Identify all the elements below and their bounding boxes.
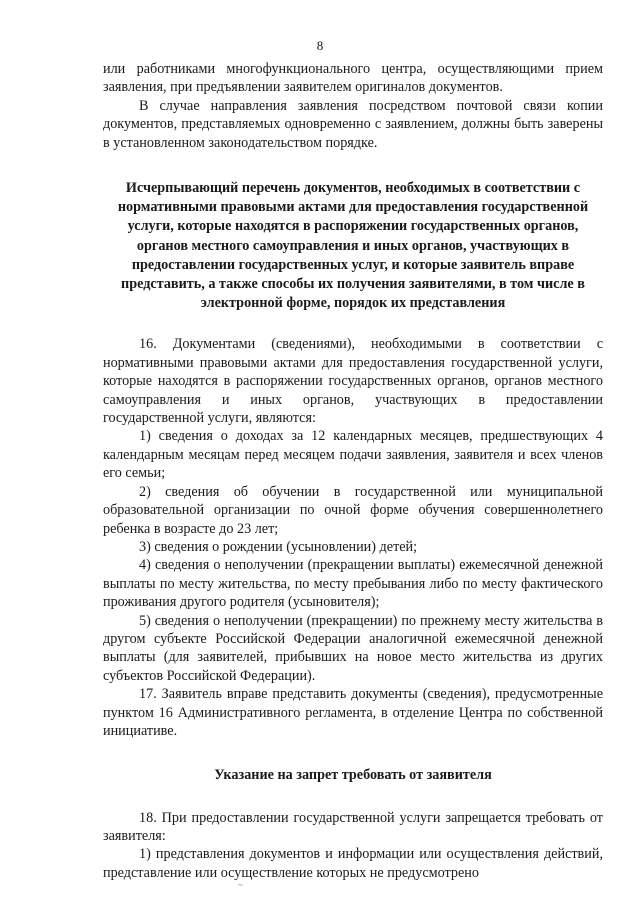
page-number: 8	[316, 38, 324, 53]
paragraph-continuation: или работниками многофункционального центра, осуществляющими прием заявления, при предъявлении заявителем оригиналов документов.	[103, 61, 603, 96]
list-item: 1) представления документов и информации или осуществления действий, представление или осуществление которых не предусмотрено	[103, 846, 603, 881]
list-item: 5) сведения о неполучении (прекращении) по прежнему месту жительства в другом субъекте Российской Федерации аналогичной ежемесячной денежной выплаты (для заявителей, прибывших на новое место жительства из других субъектов Российской Федерации).	[103, 612, 603, 684]
paragraph-postal: В случае направления заявления посредством почтовой связи копии документов, представляемых одновременно с заявлением, должны быть заверены в установленном законодательством порядке.	[103, 97, 603, 151]
list-item: 2) сведения об обучении в государственной или муниципальной образовательной организации по очной форме обучения совершеннолетнего ребенка в возрасте до 23 лет;	[103, 483, 603, 537]
scan-mark: ~	[238, 880, 243, 890]
heading-text: Исчерпывающий перечень документов, необходимых в соответствии с нормативными правовыми актами для предоставления государственной услуги, которые находятся в распоряжении государственных органов, органов местного самоуправления и иных органов, участвующих в предоставлении государственных услуг, и которые заявитель вправе представить, а также способы их получения заявителями, в том числе в электронной форме, порядок их представления	[117, 180, 589, 312]
list-item: 3) сведения о рождении (усыновлении) детей;	[139, 538, 418, 555]
document-body	[103, 60, 603, 882]
list-item: 1) сведения о доходах за 12 календарных месяцев, предшествующих 4 календарным месяцам перед месяцем подачи заявления, заявителя и всех членов его семьи;	[103, 428, 603, 482]
section-heading-prohibition	[103, 766, 603, 785]
paragraph-17: 17. Заявитель вправе представить документы (сведения), предусмотренные пунктом 16 Административного регламента, в отделение Центра по собственной инициативе.	[103, 686, 603, 739]
paragraph-16-intro: 16. Документами (сведениями), необходимыми в соответствии с нормативными правовыми актами для предоставления государственной услуги, которые находятся в распоряжении государственных органов, органов местного самоуправления и иных органов, участвующих в предоставлении государственной услуги, являются:	[103, 336, 603, 427]
paragraph-18-intro: 18. При предоставлении государственной услуги запрещается требовать от заявителя:	[103, 809, 603, 844]
list-item: 4) сведения о неполучении (прекращении выплаты) ежемесячной денежной выплаты по месту жительства, по месту пребывания либо по месту фактического проживания другого родителя (усыновителя);	[103, 557, 603, 611]
section-heading-documents	[103, 179, 603, 313]
heading-text: Указание на запрет требовать от заявителя	[214, 767, 492, 784]
